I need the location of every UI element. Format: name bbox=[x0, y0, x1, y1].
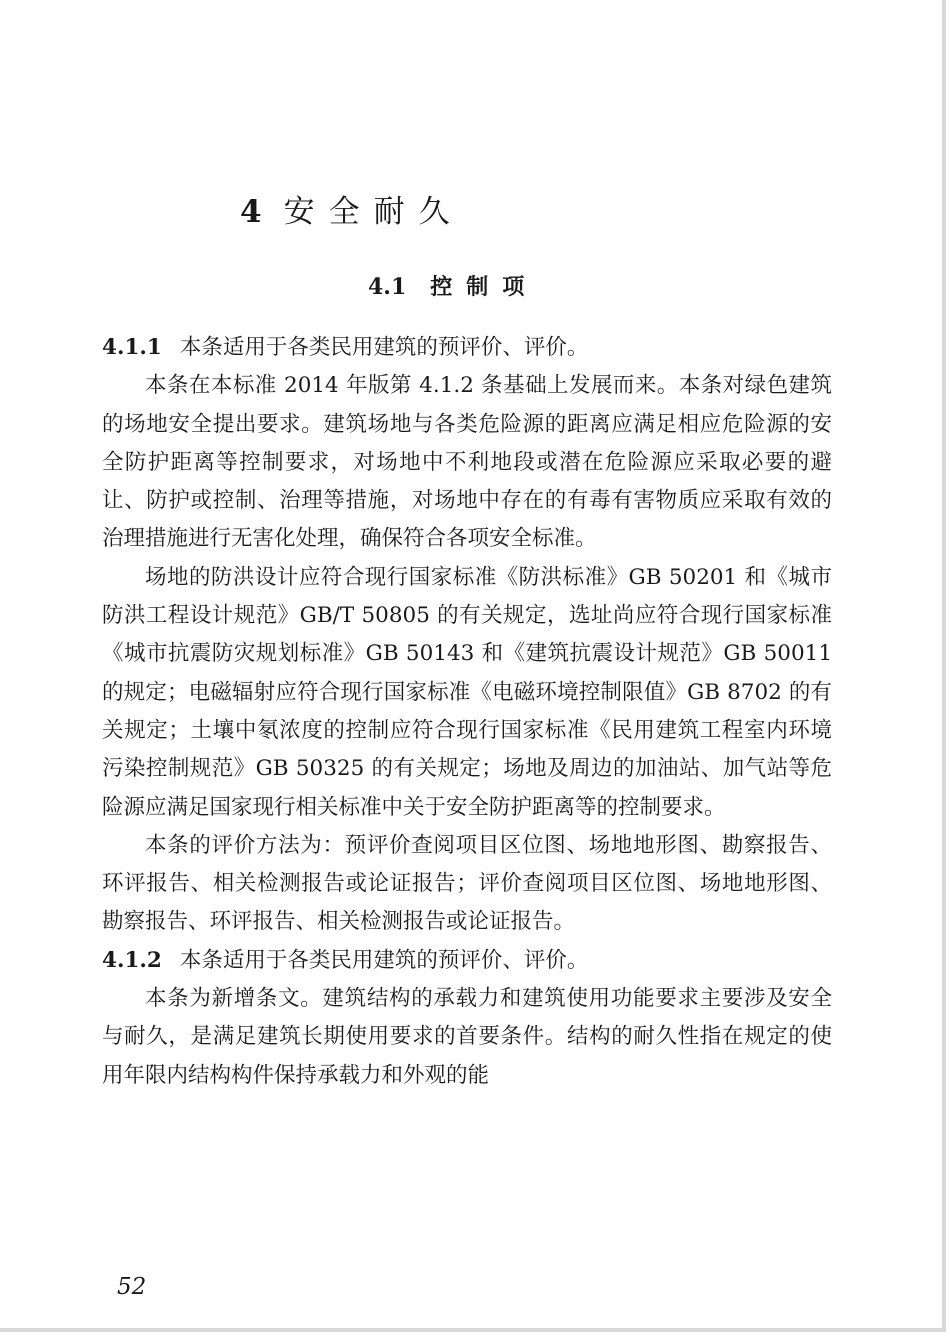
clause-text: 本条适用于各类民用建筑的预评价、评价。 bbox=[179, 335, 589, 360]
section-title-text: 控制项 bbox=[430, 274, 539, 300]
chapter-title bbox=[240, 186, 640, 231]
clause-4-1-1 bbox=[102, 329, 832, 1095]
clause-heading bbox=[102, 942, 832, 980]
section-number: 4.1 bbox=[368, 274, 407, 300]
chapter-number: 4 bbox=[240, 194, 262, 230]
clause-number: 4.1.2 bbox=[102, 947, 162, 973]
page-number: 52 bbox=[117, 1274, 147, 1300]
paragraph: 场地的防洪设计应符合现行国家标准《防洪标准》GB 50201 和《城市防洪工程设计规范》GB/T 50805 的有关规定，选址尚应符合现行国家标准《城市抗震防灾规划标准》GB 50143 和《建筑抗震设计规范》GB 50011 的规定；电磁辐射应符合现行国家标准《电磁环境控制限值》GB 8702 的有关规定；土壤中氡浓度的控制应符合现行国家标准《民用建筑工程室内环境污染控制规范》GB 50325 的有关规定；场地及周边的加油站、加气站等危险源应满足国家现行相关标准中关于安全防护距离等的控制要求。 bbox=[102, 564, 832, 820]
paragraph: 本条的评价方法为：预评价查阅项目区位图、场地地形图、勘察报告、环评报告、相关检测报告或论证报告；评价查阅项目区位图、场地地形图、勘察报告、环评报告、相关检测报告或论证报告。 bbox=[102, 832, 832, 935]
clause-number: 4.1.1 bbox=[102, 335, 162, 360]
paragraph: 本条在本标准 2014 年版第 4.1.2 条基础上发展而来。本条对绿色建筑的场地安全提出要求。建筑场地与各类危险源的距离应满足相应危险源的安全防护距离等控制要求，对场地中不利地段或潜在危险源应采取必要的避让、防护或控制、治理等措施，对场地中存在的有毒有害物质应采取有效的治理措施进行无害化处理，确保符合各项安全标准。 bbox=[102, 373, 832, 552]
paragraph: 本条为新增条文。建筑结构的承载力和建筑使用功能要求主要涉及安全与耐久，是满足建筑长期使用要求的首要条件。结构的耐久性指在规定的使用年限内结构构件保持承载力和外观的能 bbox=[102, 986, 832, 1088]
section-title bbox=[368, 270, 668, 301]
chapter-title-text: 安全耐久 bbox=[283, 194, 464, 230]
clause-heading bbox=[102, 329, 832, 367]
clause-text: 本条适用于各类民用建筑的预评价、评价。 bbox=[179, 947, 589, 973]
